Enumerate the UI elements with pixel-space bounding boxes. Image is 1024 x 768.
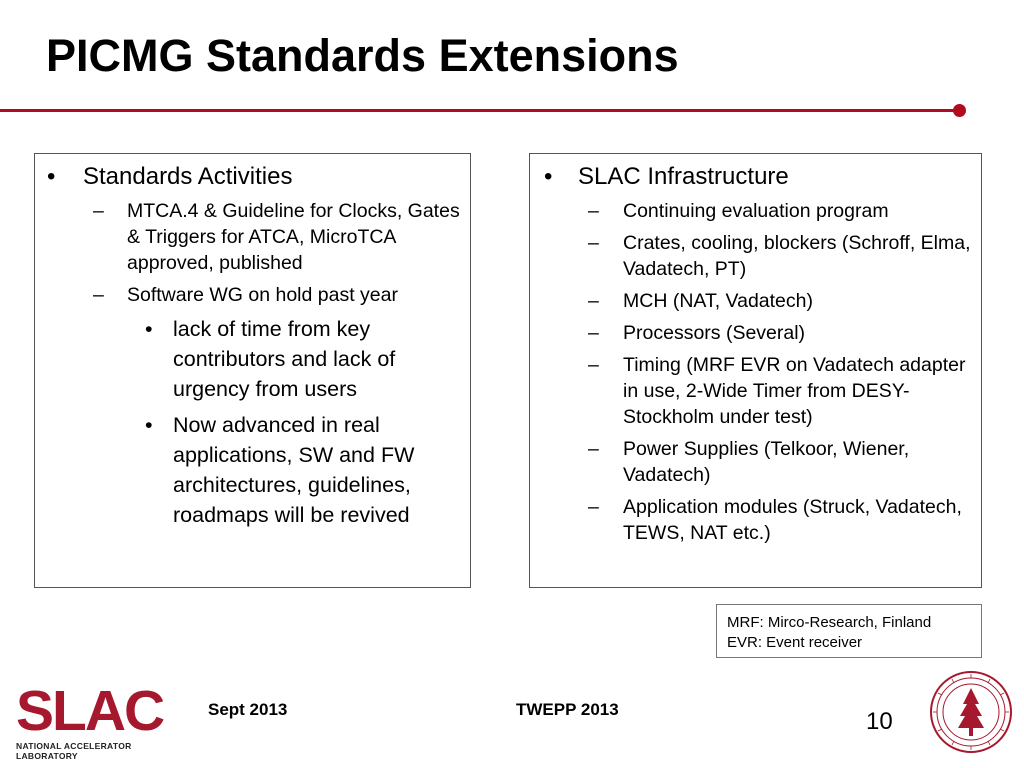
slac-logo (16, 679, 196, 761)
bullet-text: Standards Activities (83, 163, 293, 190)
footer-date: Sept 2013 (208, 700, 288, 719)
dash-icon: – (588, 322, 599, 344)
title-divider (0, 109, 958, 112)
bullet-icon: • (47, 163, 56, 190)
dash-text: Power Supplies (Telkoor, Wiener, Vadatech) (623, 438, 910, 486)
dash-text: Processors (Several) (623, 322, 806, 344)
dash-item (588, 436, 981, 488)
dash-text: MTCA.4 & Guideline for Clocks, Gates & Triggers for ATCA, MicroTCA approved, published (127, 200, 460, 274)
sub-bullet-text: Now advanced in real applications, SW and FW architectures, guidelines, roadmaps will be revived (173, 413, 415, 527)
slac-infrastructure-box (529, 153, 982, 588)
dash-item (588, 230, 981, 282)
dash-item (588, 288, 981, 314)
dash-item (588, 352, 981, 430)
sub-bullet-item (143, 410, 470, 530)
abbreviation-note (716, 604, 982, 658)
sub-bullet-item (143, 314, 470, 404)
dash-icon: – (588, 438, 599, 460)
dash-item (93, 282, 470, 308)
page-number: 10 (866, 708, 893, 735)
dash-icon: – (93, 284, 104, 306)
note-line: MRF: Mirco-Research, Finland (727, 614, 932, 631)
dash-icon: – (588, 354, 599, 376)
bullet-item (47, 162, 470, 192)
dash-text: Software WG on hold past year (127, 284, 398, 306)
dash-text: Crates, cooling, blockers (Schroff, Elma, Vadatech, PT) (623, 232, 971, 280)
bullet-icon: • (544, 163, 553, 190)
dash-text: MCH (NAT, Vadatech) (623, 290, 813, 312)
bullet-item (544, 162, 981, 192)
dash-item (588, 320, 981, 346)
dash-text: Application modules (Struck, Vadatech, TEWS, NAT etc.) (623, 496, 962, 544)
slac-logo-wordmark: SLAC (16, 679, 164, 743)
dash-icon: – (588, 290, 599, 312)
bullet-text: SLAC Infrastructure (578, 163, 789, 190)
title-divider-dot (953, 104, 966, 117)
bullet-icon: • (145, 317, 153, 341)
dash-icon: – (588, 496, 599, 518)
dash-item (93, 198, 470, 276)
dash-icon: – (93, 200, 104, 222)
bullet-icon: • (145, 413, 153, 437)
dash-icon: – (588, 232, 599, 254)
dash-text: Continuing evaluation program (623, 200, 889, 222)
dash-text: Timing (MRF EVR on Vadatech adapter in use, 2-Wide Timer from DESY-Stockholm under test) (623, 354, 966, 428)
footer-event: TWEPP 2013 (516, 700, 619, 719)
note-line: EVR: Event receiver (727, 634, 863, 651)
dash-icon: – (588, 200, 599, 222)
slide-title: PICMG Standards Extensions (46, 30, 679, 81)
slac-logo-subtitle: NATIONAL ACCELERATOR LABORATORY (16, 741, 132, 761)
standards-activities-box (34, 153, 471, 588)
sub-bullet-text: lack of time from key contributors and lack of urgency from users (173, 317, 396, 401)
stanford-seal-icon (929, 670, 1013, 754)
dash-item (588, 494, 981, 546)
dash-item (588, 198, 981, 224)
